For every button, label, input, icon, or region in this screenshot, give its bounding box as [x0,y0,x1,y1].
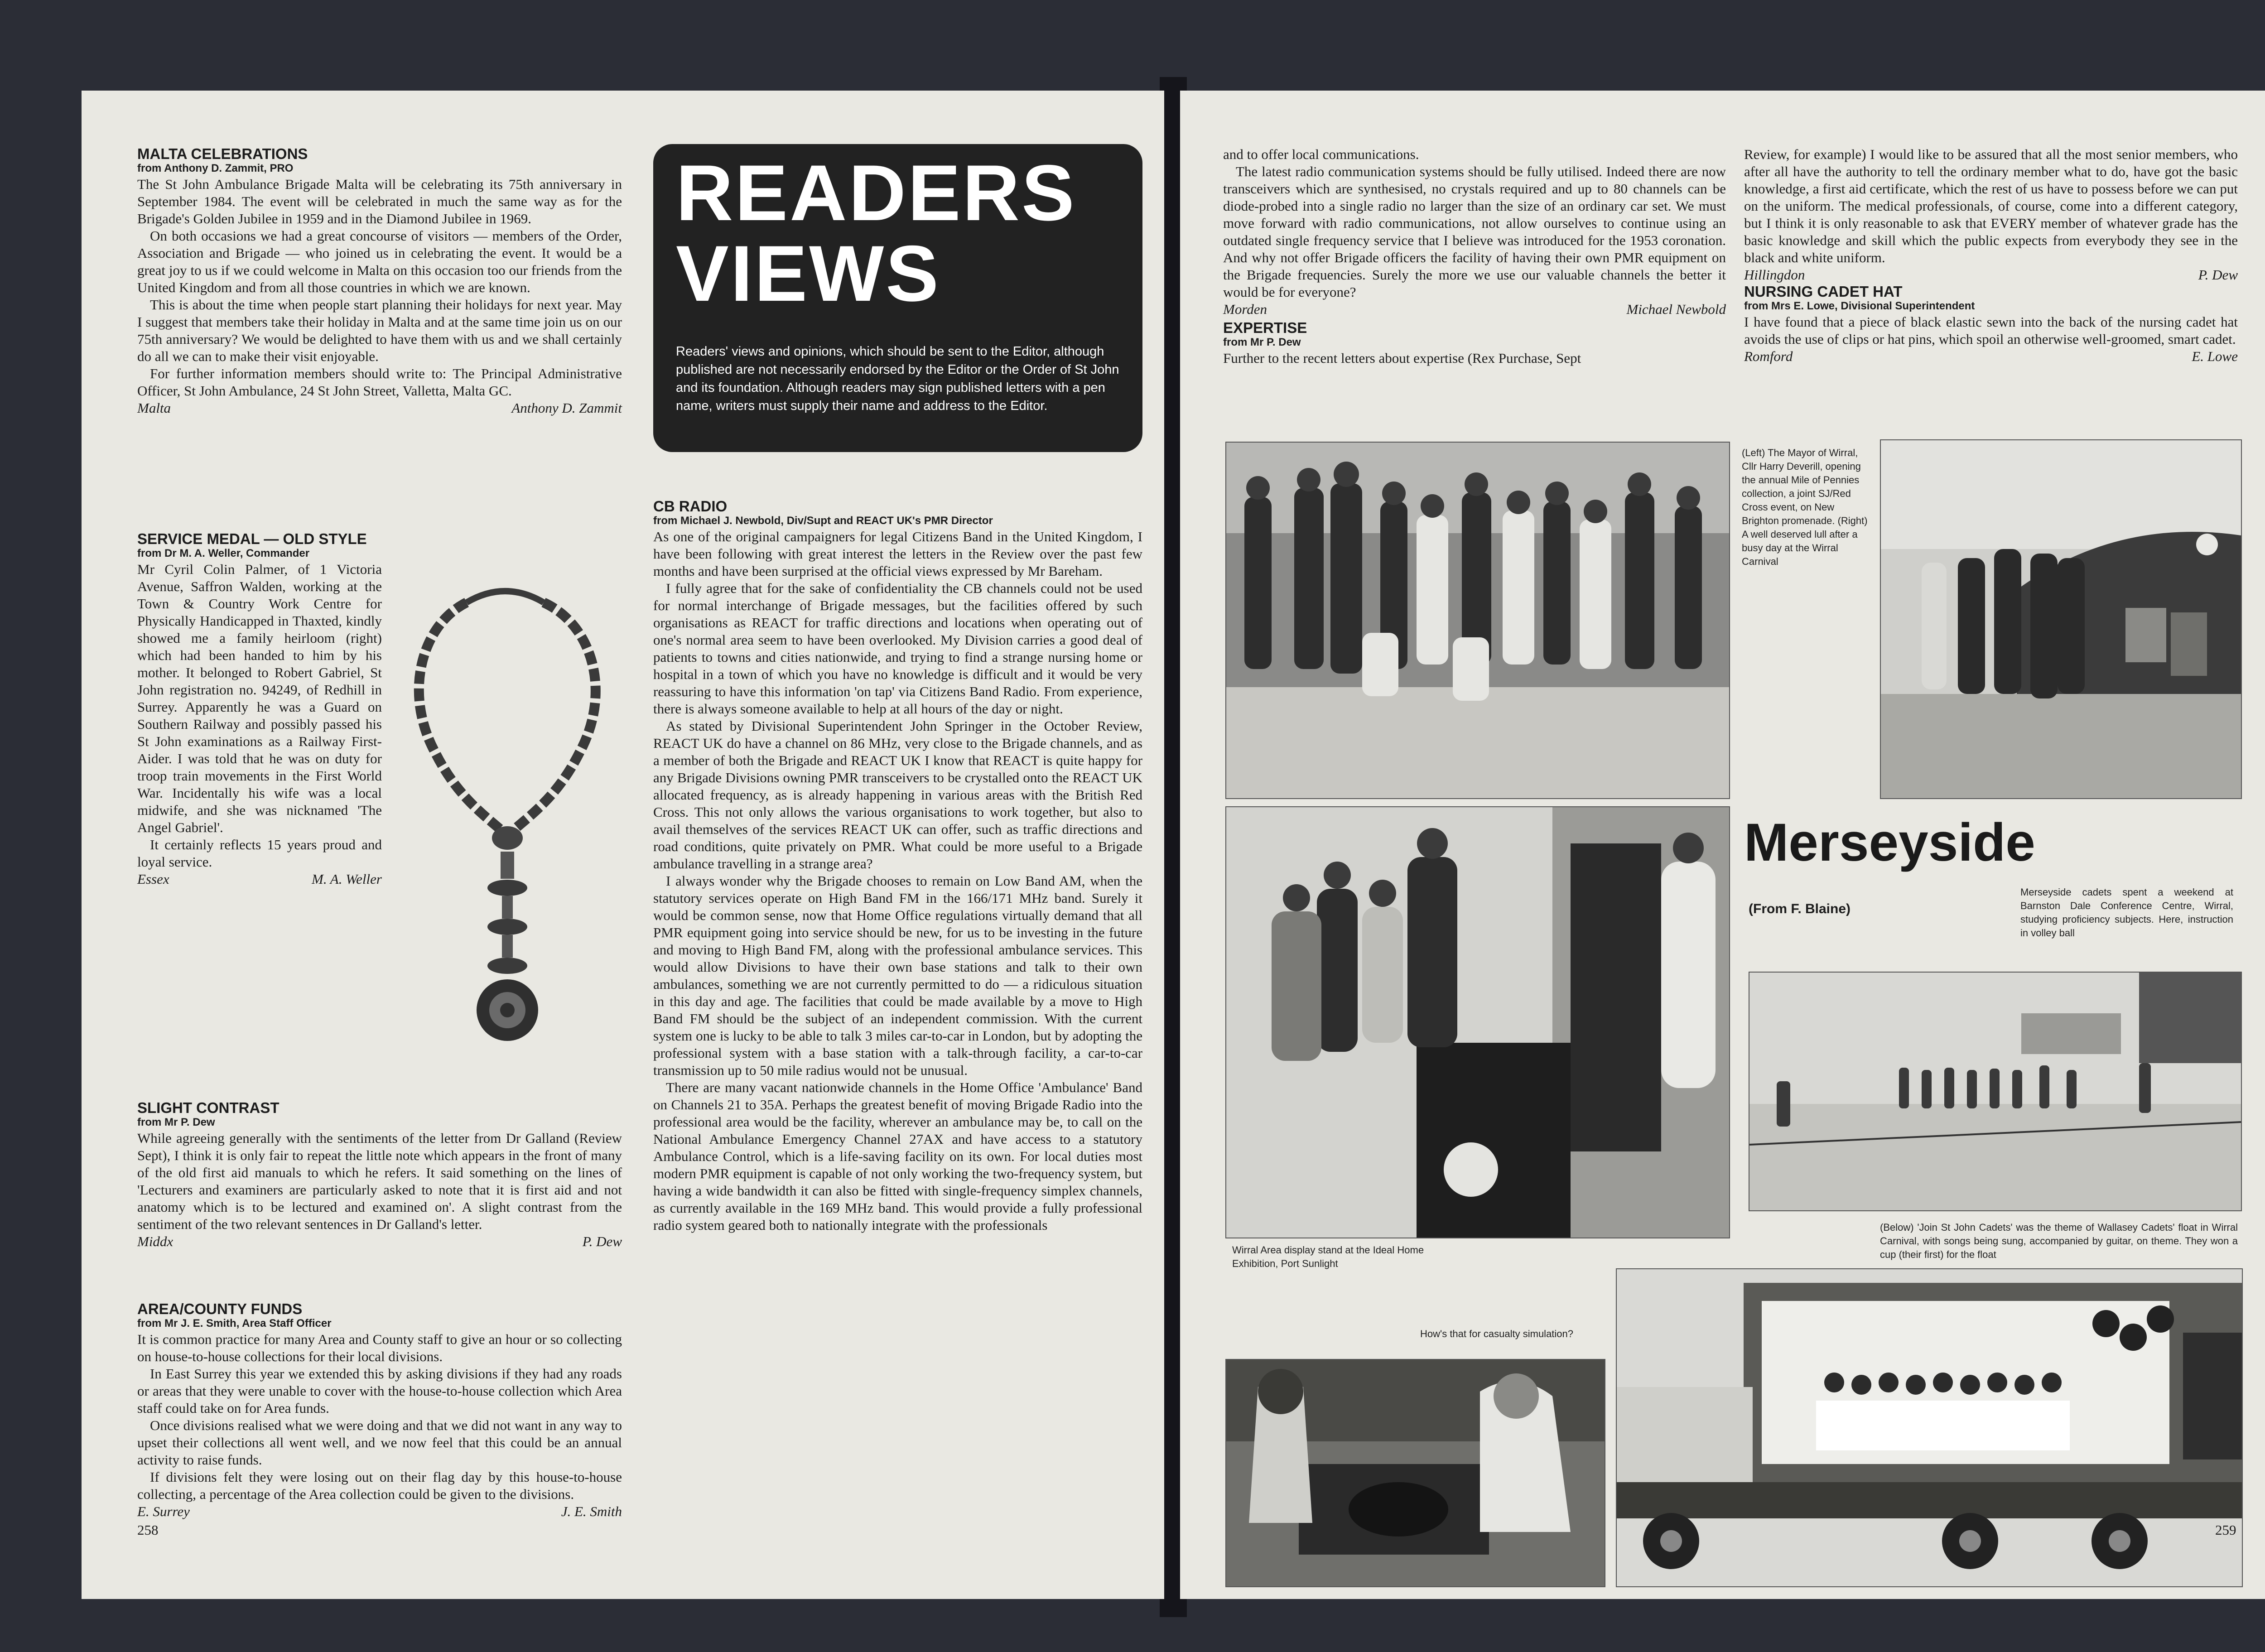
readers-views-intro: Readers' views and opinions, which should be sent to the Editor, although published are not necessarily endorsed by the Editor or the Order of St John and its foundation. Although readers may sign published letters with a pen name, writers must supply their name and address to the Editor. [676,344,1119,413]
area-funds-letter [137,1301,622,1520]
cb-continued-name: Michael Newbold [1626,301,1726,317]
readers-views-title [676,149,1076,318]
malta-p2: On both occasions we had a great concourse of visitors — members of the Order, Association and Brigade — who joined us in celebrating the event. It would be a great joy to us if we could welcome in Malta on this occasion too our friends from the United Kingdom and from all those countries in which we are known. [137,228,622,295]
slight-contrast-signature [137,1233,622,1250]
cb-radio-p2: I fully agree that for the sake of confidentiality the CB channels could not be used for normal interchange of Brigade messages, but the facilities offered by such organisations as REACT for traffic directions and locations when operating out of one's normal area seem to have been overlooked. My Division carries a good deal of patients to towns and cities nationwide, and trying to find a strange nursing home or hospital in a town of which you have no knowledge is difficult and it would be very reassuring to have this information 'on tap' via Citizens Band Radio. From experience, there is always someone available to help at all hours of the day or night. [653,580,1142,717]
cb-radio-p1: As one of the original campaigners for legal Citizens Band in the United Kingdom, I have been following with great interest the letters in the Review over the past few months and have been surprised at the official views expressed by Mr Bareham. [653,529,1142,579]
volley-ball-image [1749,973,2241,1210]
cb-continued-p2: The latest radio communication systems should be fully utilised. Indeed there are now transceivers which are synthesised, no crystals required and up to 80 channels can be diode-probed into a single radio no larger than the size of an ordinary car set. We must move forward with radio communications, not allow ourselves to continue using an outdated single frequency service that I believe was introduced for the 1953 coronation. And why not offer Brigade officers the facility of having their own PMR equipment on the Brigade frequencies. Surely the more we use our valuable channels the better it would be for everyone? [1223,164,1726,300]
service-medal-body [137,561,382,888]
nursing-cadet-name: E. Lowe [2192,348,2238,364]
malta-p4: For further information members should write to: The Principal Administrative Officer, St John Ambulance, 24 St John Street, Valletta, Malta GC. [137,366,622,399]
wirral-display-photo [1225,806,1730,1238]
slight-contrast-heading: SLIGHT CONTRAST [137,1099,280,1116]
area-funds-name: J. E. Smith [561,1503,622,1519]
service-medal-place: Essex [137,871,169,887]
cb-continued-signature [1223,301,1726,318]
expertise-name: P. Dew [2198,267,2238,283]
cb-continued-place: Morden [1223,301,1267,317]
cb-continued-p1: and to offer local communications. [1223,146,1419,162]
service-medal-name: M. A. Weller [312,871,382,887]
area-funds-p3: Once divisions realised what we were doing and that we did not want in any way to upset their collections all went well, and we now feel that this could be an annual activity to raise funds. [137,1417,622,1468]
casualty-image [1226,1360,1605,1586]
carnival-lull-photo [1880,439,2242,799]
wirral-caption: Wirral Area display stand at the Ideal Home Exhibition, Port Sunlight [1232,1244,1424,1269]
casualty-caption: How's that for casualty simulation? [1420,1328,1574,1339]
expertise-place: Hillingdon [1744,267,1805,283]
cb-radio-from: from Michael J. Newbold, Div/Supt and REACT UK's PMR Director [653,515,993,527]
left-page [82,91,1164,1599]
nursing-cadet-heading: NURSING CADET HAT [1744,283,1903,300]
necklace-drawing [394,562,621,1055]
title-line-1: READERS [676,149,1076,237]
slight-contrast-p1: While agreeing generally with the sentiments of the letter from Dr Galland (Review Sept), I think it is only fair to repeat the little note which appears in the front of many of the old first aid manuals to which he refers. It said something on the lines of 'Lecturers and examiners are particularly asked to note that it is first aid and not anatomy which is to be lectured and examined on'. A slight contrast from the sentiment of the two relevant sentences in Dr Galland's letter. [137,1130,622,1232]
area-funds-p1: It is common practice for many Area and County staff to give an hour or so collecting on house-to-house collections for their local divisions. [137,1331,622,1364]
slight-contrast-from: from Mr P. Dew [137,1116,215,1128]
cb-radio-p5: There are many vacant nationwide channels in the Home Office 'Ambulance' Band on Channels 21 to 35A. Perhaps the greatest benefit of moving Brigade Radio into the professional area would be the facility, wherever an ambulance may be, to call on the National Ambulance Emergency Channel 27AX and have access to a statutory Ambulance Control, which is a life-saving facility on its own. For local duties most modern PMR equipment is capable of not only working the two-frequency system, but having a wide bandwidth it can also be fitted with single-frequency simplex channels, as currently available in the 169 MHz band. This would provide a fully professional radio system geared both to nationally integrate with the professionals [653,1079,1142,1233]
malta-name: Anthony D. Zammit [511,400,622,416]
slight-contrast-name: P. Dew [582,1233,622,1249]
malta-from: from Anthony D. Zammit, PRO [137,162,294,174]
carnival-lull-image [1881,440,2241,798]
mayor-caption: (Left) The Mayor of Wirral, Cllr Harry Deverill, opening the annual Mile of Pennies collection, a joint SJ/Red Cross event, on New Brighton promenade. (Right) A well deserved lull after a busy day at the Wirral Carnival [1742,447,1868,567]
merseyside-title: Merseyside [1744,813,2035,872]
expertise-p1: Further to the recent letters about expertise (Rex Purchase, Sept [1223,350,1581,366]
mayor-photo-image [1226,443,1729,798]
cb-radio-continued [1223,146,1726,367]
slight-contrast-place: Middx [137,1233,173,1249]
area-funds-p4: If divisions felt they were losing out on their flag day by this house-to-house collecting, a percentage of the Area collection could be given to the divisions. [137,1469,622,1502]
casualty-photo [1225,1359,1605,1587]
malta-signature [137,400,622,417]
nursing-cadet-p1: I have found that a piece of black elastic sewn into the back of the nursing cadet hat avoids the use of clips or hat pins, which spoil an otherwise well-groomed, smart cadet. [1744,314,2238,347]
service-medal-p2: It certainly reflects 15 years proud and loyal service. [137,837,382,870]
service-medal-signature [137,871,382,888]
expertise-heading: EXPERTISE [1223,319,1307,336]
float-caption: (Below) 'Join St John Cadets' was the theme of Wallasey Cadets' float in Wirral Carnival, with songs being sung, accompanied by guitar, on theme. They won a cup (their first) for the float [1880,1222,2238,1260]
malta-letter [137,146,622,417]
wirral-display-image [1226,807,1729,1238]
cb-radio-p3: As stated by Divisional Superintendent John Springer in the October Review, REACT UK do have a channel on 86 MHz, very close to the Brigade channels, and as a member of both the Brigade and REACT UK I know that REACT is quite happy for any Brigade Divisions owning PMR transceivers to be crystalled onto the REACT UK allocated frequency, as is already happening in various areas with the British Red Cross. This not only allows the various organisations to work together, but also to avail themselves of the services REACT UK can offer, such as traffic directions and road conditions, quite privately on PMR. What could be more useful to a Brigade ambulance travelling in a strange area? [653,718,1142,872]
nursing-cadet-place: Romford [1744,348,1793,364]
cb-radio-heading: CB RADIO [653,498,728,515]
necklace-heirloom-image [394,562,621,1055]
slight-contrast-letter [137,1100,622,1250]
cadets-caption: Merseyside cadets spent a weekend at Barnston Dale Conference Centre, Wirral, studying proficiency subjects. Here, instruction in volley ball [2020,886,2233,939]
malta-p1: The St John Ambulance Brigade Malta will be celebrating its 75th anniversary in September 1984. The event will be celebrated in much the same way as for the Brigade's Golden Jubilee in 1959 and in the Diamond Jubilee in 1969. [137,176,622,226]
expertise-signature [1744,266,2238,284]
volley-ball-photo [1749,972,2242,1211]
service-medal-from: from Dr M. A. Weller, Commander [137,547,310,559]
expertise-p2: Review, for example) I would like to be assured that all the most senior members, who after all have the authority to tell the ordinary member what to do, have got the basic knowledge, a first aid certificate, which the rest of us have to possess before we can put on the uniform. The medical professionals, of course, come into a different category, but I think it is only reasonable to ask that EVERY member of whatever grade has the basic knowledge and skill which the public expects from everybody they see in the black and white uniform. [1744,146,2238,265]
cb-radio-letter [653,498,1142,1234]
area-funds-heading: AREA/COUNTY FUNDS [137,1300,303,1317]
page-number-left: 258 [137,1522,159,1538]
title-line-2: VIEWS [676,230,940,318]
area-funds-signature [137,1503,622,1520]
carnival-float-photo [1616,1268,2243,1587]
nursing-cadet-from: from Mrs E. Lowe, Divisional Superintendent [1744,300,1975,312]
area-funds-from: from Mr J. E. Smith, Area Staff Officer [137,1317,332,1329]
expertise-from: from Mr P. Dew [1223,336,1301,348]
page-number-right: 259 [2215,1522,2236,1538]
service-medal-heading: SERVICE MEDAL — OLD STYLE [137,530,367,547]
cb-radio-p4: I always wonder why the Brigade chooses to remain on Low Band AM, when the statutory services operate on High Band FM in the 166/171 MHz band. Surely it would be common sense, now that Home Office regulations virtually demand that all PMR equipment going into service should be new, for us to be investing in the future and moving to High Band FM, along with the professional ambulance services. This would allow Divisions to have their own base stations and talk to their own ambulances, something we are not currently permitted to do — a ridiculous situation in this day and age. The facilities that could be made available by a move to High Band FM should be the subject of an independent commission. With the current system one is lucky to be able to talk 3 miles car-to-car in London, but by adopting the professional system with a base station with a talk-through facility, a car-to-car transmission up to 50 mile radius would not be unusual. [653,873,1142,1078]
area-funds-place: E. Surrey [137,1503,190,1519]
readers-views-title-box [653,144,1142,452]
carnival-float-image [1617,1269,2242,1586]
mayor-photo [1225,442,1730,799]
expertise-continued [1744,146,2238,365]
malta-place: Malta [137,400,171,416]
service-medal-p1: Mr Cyril Colin Palmer, of 1 Victoria Avenue, Saffron Walden, working at the Town & Country Work Centre for Physically Handicapped in Thaxted, kindly showed me a family heirloom (right) which had been handed to him by his mother. It belonged to Robert Gabriel, St John registration no. 94249, of Redhill in Surrey. Apparently he was a Guard on Southern Railway and possibly passed his St John examinations as a Railway First-Aider. I was told that he was on duty for troop train movements in the First World War. Incidentally his wife was a local midwife, and she was nicknamed 'The Angel Gabriel'. [137,561,382,835]
malta-heading: MALTA CELEBRATIONS [137,145,308,162]
merseyside-credit: (From F. Blaine) [1749,901,1851,916]
malta-p3: This is about the time when people start planning their holidays for next year. May I suggest that members take their holiday in Malta and at the same time join us on our 75th anniversary? We would be delighted to have them with us and we shall certainly do all we can to make their visit enjoyable. [137,297,622,364]
nursing-cadet-signature [1744,348,2238,365]
area-funds-p2: In East Surrey this year we extended this by asking divisions if they had any roads or areas that they were unable to cover with the house-to-house collection which Area staff could take on for Area funds. [137,1366,622,1416]
right-page [1180,91,2265,1599]
